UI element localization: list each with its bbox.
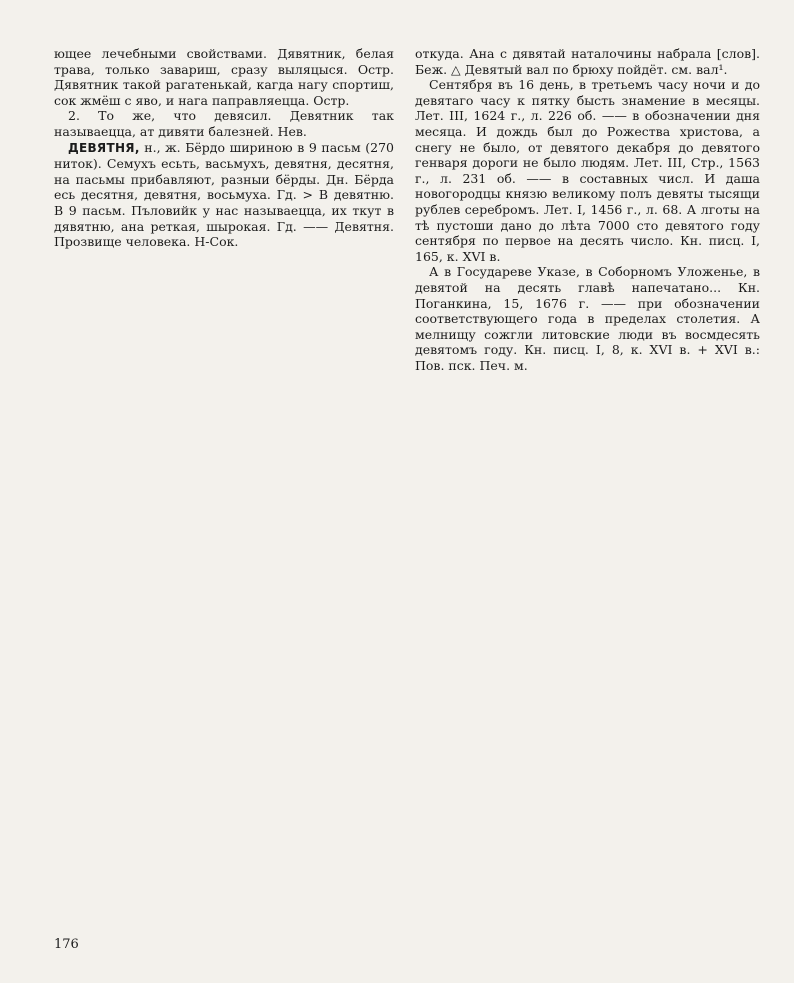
right-column: [415, 46, 760, 373]
historical-citation: А в Государеве Указе, в Соборномъ Уложенье, в девятой на десять главѣ напечатано... Кн. Поганкина, 15, 1676 г. —— при обозначении соответствующего года в пределах столетия. А мелнищу сожгли литовские люди въ восмдесять девятомъ году. Кн. писц. I, 8, к. XVI в. + XVI в.: Пов. пск. Печ. м.: [415, 264, 760, 373]
entry-continuation: откуда. Ана с дявятай наталочины набрала [слов]. Беж. △ Девятый вал по брюху пойдёт. см. вал¹.: [415, 46, 760, 77]
entry-continuation: ющее лечебными свойствами. Дявятник, белая трава, только завариш, сразу выляцыся. Остр. Дявятник такой рагатенькай, кагда нагу спортиш, сок жмёш с яво, и нага паправляецца. Остр.: [54, 46, 394, 108]
left-column: [54, 46, 394, 250]
entry-sense-2: 2. То же, что девясил. Девятник так называецца, ат дивяти балезней. Нев.: [54, 108, 394, 139]
headword: ДЕВЯТНЯ,: [68, 140, 140, 155]
historical-citation: Сентября въ 16 день, в третьемъ часу ночи и до девятаго часу к пятку бысть знамение в месяцы. Лет. III, 1624 г., л. 226 об. —— в обозначении дня месяца. И дождь был до Рожества христова, а снегу не было, от девятого декабря до девятого генваря дороги не было людям. Лет. III, Стр., 1563 г., л. 231 об. —— в составных числ. И даша новогородцы князю великому полъ девяты тысящи рублев серебромъ. Лет. I, 1456 г., л. 68. А лготы на тѣ пустоши дано до лѣта 7000 сто девятого году сентября по первое на десять число. Кн. писц. I, 165, к. XVI в.: [415, 77, 760, 264]
page-number: 176: [54, 937, 79, 952]
entry-devyatnya: [54, 140, 394, 250]
entry-body: н., ж. Бёрдо шириною в 9 пасьм (270 ниток). Семухъ есьть, васьмухъ, девятня, десятня, на пасьмы прибавляют, разныи бёрды. Дн. Бёрда есь десятня, девятня, восьмуха. Гд. > В девятню. В 9 пасьм. Пъловийк у нас называецца, их ткут в дявятню, ана реткая, шырокая. Гд. —— Девятня. Прозвище человека. Н-Сок.: [54, 139, 394, 250]
